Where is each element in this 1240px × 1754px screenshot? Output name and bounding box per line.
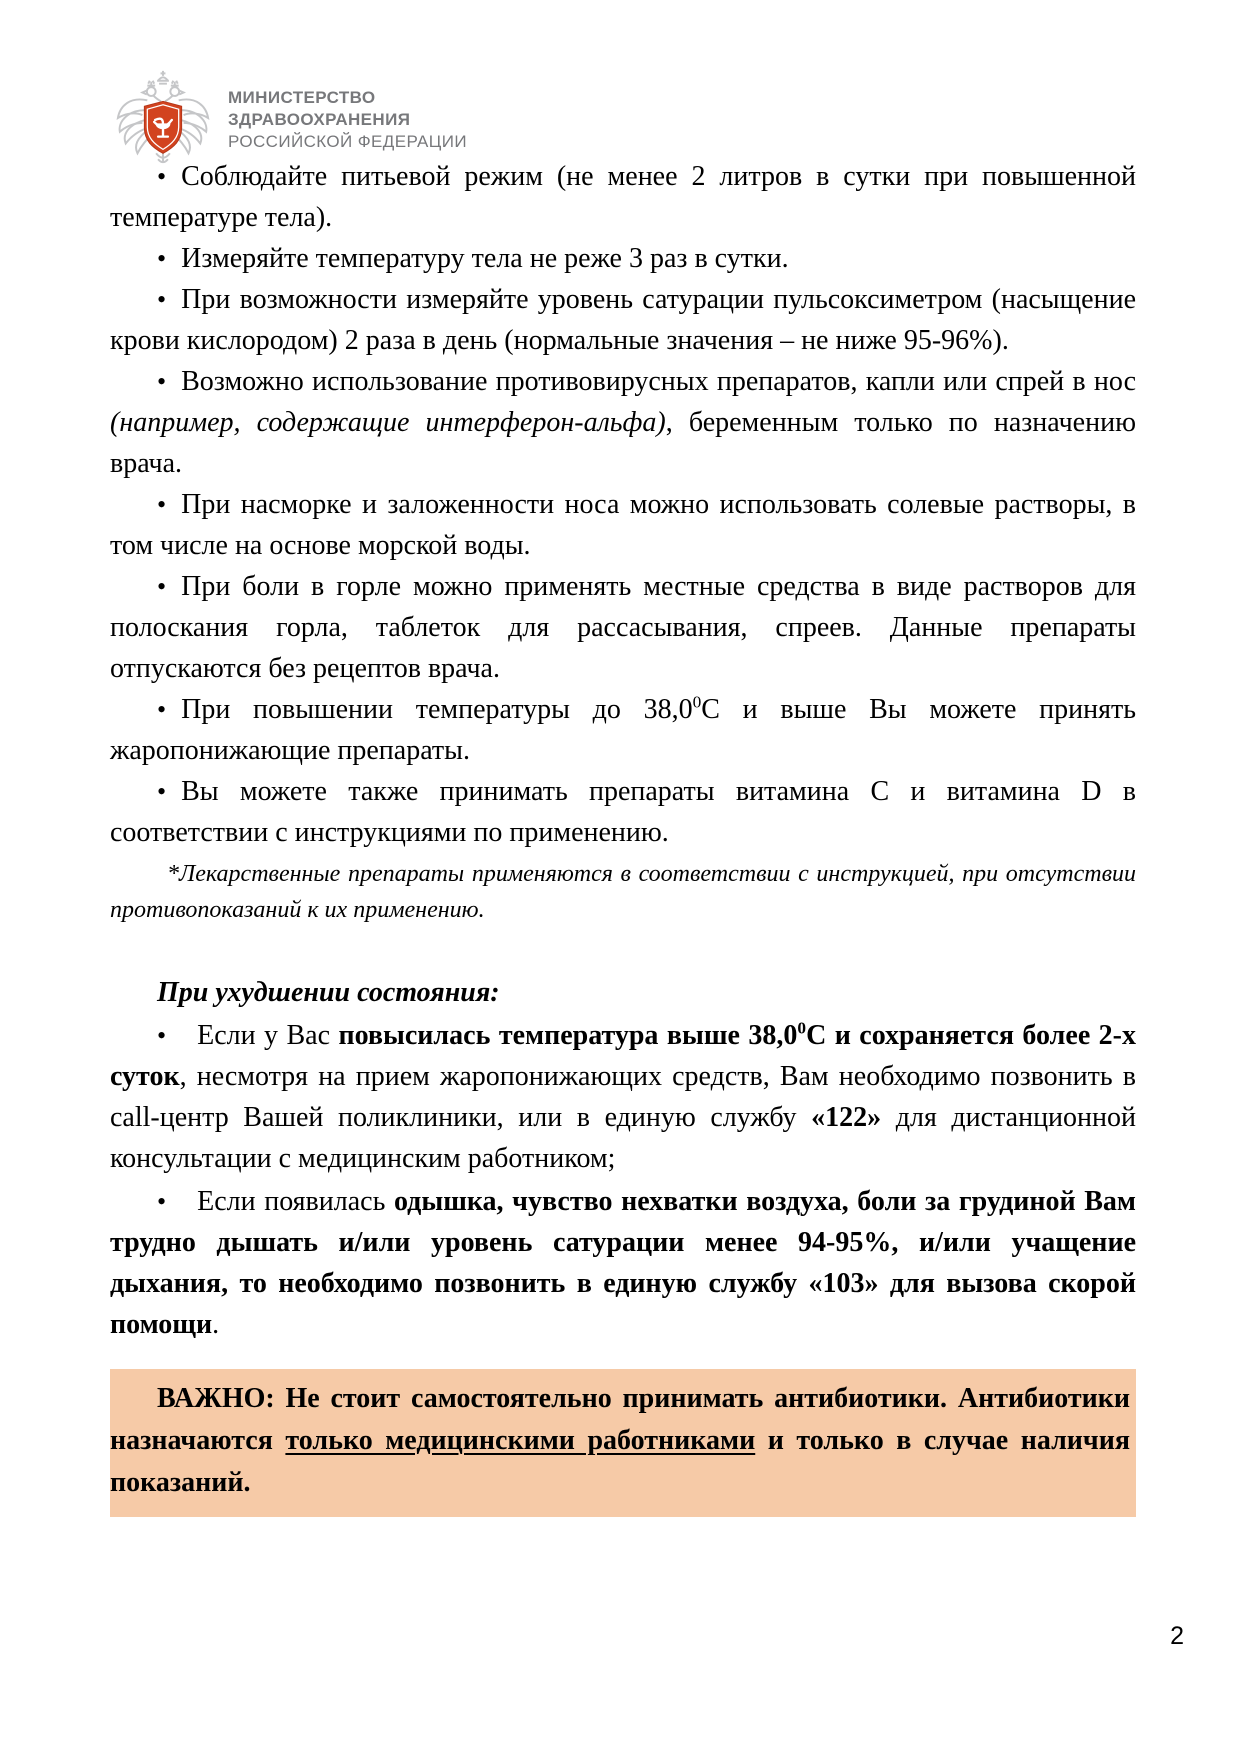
bullet-item bbox=[110, 484, 1136, 566]
bullet-item bbox=[110, 566, 1136, 689]
bullet-icon: • bbox=[157, 162, 167, 191]
bullet-icon: • bbox=[157, 572, 167, 601]
page-number: 2 bbox=[1170, 1622, 1184, 1650]
bullet-item bbox=[110, 156, 1136, 238]
bullet-icon: • bbox=[157, 1021, 167, 1050]
bullet-icon: • bbox=[157, 490, 167, 519]
bullet-text: При насморке и заложенности носа можно использовать солевые растворы, в том числе на основе морской воды. bbox=[110, 489, 1136, 561]
bullet-text: При боли в горле можно применять местные средства в виде растворов для полоскания горла, таблеток для рассасывания, спреев. Данные препараты отпускаются без рецептов врача. bbox=[110, 571, 1136, 684]
bullet-text: Вы можете также принимать препараты витамина С и витамина D в соответствии с инструкциями по применению. bbox=[110, 776, 1136, 848]
ministry-name-line1: МИНИСТЕРСТВО bbox=[228, 88, 376, 107]
bullet-icon: • bbox=[157, 777, 167, 806]
document-header bbox=[112, 68, 467, 168]
bullet-item bbox=[110, 771, 1136, 853]
bullet-icon: • bbox=[157, 1187, 167, 1216]
bullet-text: При повышении температуры до 38,0$^0$С и выше Вы можете принять жаропонижающие препараты. bbox=[110, 692, 1136, 766]
document-body bbox=[110, 156, 1136, 1517]
important-notice-box bbox=[110, 1369, 1136, 1517]
bullet-icon: • bbox=[157, 367, 167, 396]
medication-footnote: *Лекарственные препараты применяются в соответствии с инструкцией, при отсутствии противопоказаний к их применению. bbox=[110, 861, 1136, 923]
bullet-text: Измеряйте температуру тела не реже 3 раз в сутки. bbox=[181, 243, 789, 274]
ministry-name-line3: РОССИЙСКОЙ ФЕДЕРАЦИИ bbox=[228, 132, 468, 151]
ministry-name-line2: ЗДРАВООХРАНЕНИЯ bbox=[228, 110, 411, 129]
bullet-item bbox=[110, 1181, 1136, 1345]
section-heading-worsening: При ухудшении состояния: bbox=[157, 977, 500, 1008]
bullet-item bbox=[110, 361, 1136, 484]
bullet-text: Если у Вас повысилась температура выше 38,0$^0$С и сохраняется более 2-х суток, несмотря на прием жаропонижающих средств, Вам необходимо позвонить в call-центр Вашей поликлиники, или в единую службу «122» для дистанционной консультации с медицинским работником; bbox=[110, 1018, 1137, 1174]
bullet-item bbox=[110, 279, 1136, 361]
bullet-icon: • bbox=[157, 285, 167, 314]
ministry-name bbox=[228, 83, 467, 153]
bullet-text: Возможно использование противовирусных препаратов, капли или спрей в нос (например, содержащие интерферон-альфа), беременным только по назначению врача. bbox=[110, 366, 1136, 479]
bullet-text: Соблюдайте питьевой режим (не менее 2 литров в сутки при повышенной температуре тела). bbox=[110, 161, 1136, 233]
bullet-item bbox=[110, 238, 1136, 279]
bullet-text: При возможности измеряйте уровень сатурации пульсоксиметром (насыщение крови кислородом) 2 раза в день (нормальные значения – не ниже 95-96%). bbox=[110, 284, 1136, 356]
bullet-icon: • bbox=[157, 695, 167, 724]
important-notice-text: ВАЖНО: Не стоит самостоятельно принимать антибиотики. Антибиотики назначаются только медицинскими работниками и только в случае наличия показаний. bbox=[110, 1383, 1130, 1498]
bullet-text: Если появилась одышка, чувство нехватки воздуха, боли за грудиной Вам трудно дышать и/или уровень сатурации менее 94-95%, и/или учащение дыхания, то необходимо позвонить в единую службу «103» для вызова скорой помощи. bbox=[110, 1186, 1136, 1340]
bullet-item bbox=[110, 1015, 1136, 1179]
ministry-emblem-icon bbox=[112, 68, 214, 168]
bullet-icon: • bbox=[157, 244, 167, 273]
bullet-item bbox=[110, 689, 1136, 771]
